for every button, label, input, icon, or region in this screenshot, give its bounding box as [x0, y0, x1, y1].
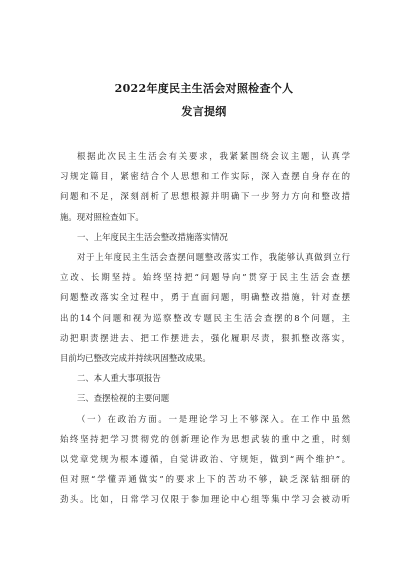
- paragraph-line: 问题和不足，深刻剖析了思想根源并明确下一步努力方向和整改措: [60, 191, 350, 202]
- section-heading: 三、查摆检视的主要问题: [77, 393, 170, 404]
- document-subtitle: 发言提纲: [181, 105, 227, 118]
- paragraph-line: 对于上年度民主生活会查摆问题整改落实工作，我能够认真做到立行: [77, 252, 350, 263]
- paragraph-line: 习规定篇目，紧密结合个人思想和工作实际，深入查摆自身存在的: [60, 171, 350, 182]
- paragraph-line: 以党章党规为根本遵循，自觉讲政治、守规矩，做到“两个维护”。: [60, 454, 350, 465]
- paragraph-line: 出的14个问题和视为巡察整改专题民主生活会查摆的8个问题，主: [60, 312, 350, 323]
- paragraph-line: 立改、长期坚持。始终坚持把“问题导向”贯穿于民主生活会查摆: [60, 272, 350, 283]
- document-body: [60, 146, 350, 510]
- document-title: 2022年度民主生活会对照检查个人: [114, 82, 294, 95]
- section-heading: 二、本人重大事项报告: [77, 373, 161, 384]
- paragraph-line: 施。现对照检查如下。: [60, 211, 144, 222]
- paragraph-line: 目前均已整改完成并持续巩固整改成果。: [60, 353, 211, 364]
- paragraph-line: 根据此次民主生活会有关要求，我紧紧围绕会议主题，认真学: [77, 151, 350, 161]
- paragraph-line: 动把职责摆进去、把工作摆进去，强化履职尽责，狠抓整改落实，: [60, 332, 350, 343]
- paragraph-line: 问题整改落实全过程中，勇于直面问题，明确整改措施，针对查摆: [60, 292, 350, 303]
- paragraph-line: 始终坚持把学习贯彻党的创新理论作为思想武装的重中之重，时刻: [60, 433, 350, 444]
- paragraph-line: 劲头。比如，日常学习仅限于参加理论中心组等集中学习会被动听: [60, 494, 350, 505]
- paragraph-line: （一）在政治方面。一是理论学习上不够深入。在工作中虽然: [77, 413, 350, 424]
- paragraph-line: 但对照“学懂弄通做实”的要求上下的苦功不够，缺乏深钻细研的: [60, 474, 350, 485]
- section-heading: 一、上年度民主生活会整改措施落实情况: [77, 231, 228, 242]
